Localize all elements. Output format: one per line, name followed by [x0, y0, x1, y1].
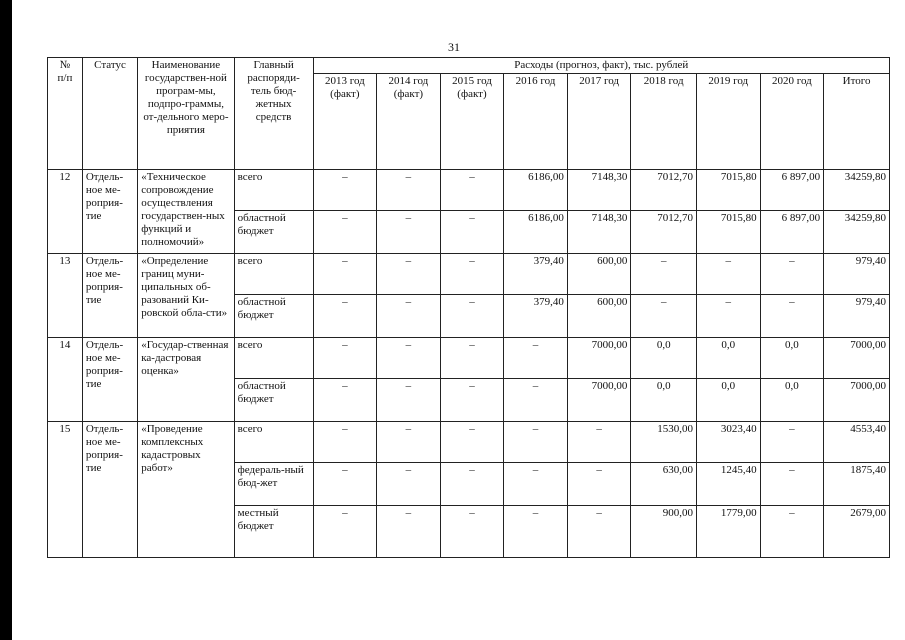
- value-cell: –: [313, 422, 377, 463]
- row-status: Отдель-ное ме-роприя-тие: [82, 254, 137, 338]
- value-cell: 979,40: [824, 295, 890, 338]
- value-cell: 7148,30: [567, 211, 631, 254]
- value-cell: 7000,00: [567, 379, 631, 422]
- header-row-1: [48, 58, 890, 74]
- value-cell: 0,0: [631, 379, 697, 422]
- value-cell: –: [440, 506, 504, 558]
- table-row: [48, 170, 890, 211]
- row-status: Отдель-ное ме-роприя-тие: [82, 170, 137, 254]
- row-name: «Государ-ственная ка-дастровая оценка»: [138, 338, 234, 422]
- value-cell: 1530,00: [631, 422, 697, 463]
- value-cell: –: [377, 211, 441, 254]
- value-cell: –: [377, 506, 441, 558]
- row-source: федераль-ный бюд-жет: [234, 463, 313, 506]
- value-cell: –: [377, 338, 441, 379]
- row-no: 15: [48, 422, 83, 558]
- value-cell: –: [440, 254, 504, 295]
- value-cell: 34259,80: [824, 170, 890, 211]
- row-source: областной бюджет: [234, 379, 313, 422]
- value-cell: 979,40: [824, 254, 890, 295]
- row-source: всего: [234, 338, 313, 379]
- table-row: [48, 254, 890, 295]
- value-cell: 7015,80: [697, 170, 761, 211]
- value-cell: 7000,00: [567, 338, 631, 379]
- row-status: Отдель-ное ме-роприя-тие: [82, 422, 137, 558]
- table-row: [48, 422, 890, 463]
- value-cell: –: [504, 463, 568, 506]
- header-year: 2017 год: [567, 74, 631, 170]
- value-cell: –: [697, 254, 761, 295]
- value-cell: –: [377, 379, 441, 422]
- row-no: 14: [48, 338, 83, 422]
- value-cell: –: [697, 295, 761, 338]
- value-cell: 1875,40: [824, 463, 890, 506]
- row-source: всего: [234, 254, 313, 295]
- value-cell: 0,0: [760, 338, 824, 379]
- value-cell: –: [760, 506, 824, 558]
- row-source: областной бюджет: [234, 295, 313, 338]
- value-cell: –: [313, 379, 377, 422]
- value-cell: 1245,40: [697, 463, 761, 506]
- value-cell: 2679,00: [824, 506, 890, 558]
- page-number: 31: [448, 40, 460, 54]
- row-name: «Техническое сопровождение осуществления государствен-ных функций и полномочий»: [138, 170, 234, 254]
- value-cell: 7012,70: [631, 211, 697, 254]
- value-cell: –: [440, 379, 504, 422]
- value-cell: 0,0: [631, 338, 697, 379]
- value-cell: –: [504, 422, 568, 463]
- value-cell: –: [313, 211, 377, 254]
- row-source: областной бюджет: [234, 211, 313, 254]
- scan-edge-bar: [0, 0, 12, 640]
- value-cell: –: [567, 463, 631, 506]
- value-cell: 0,0: [760, 379, 824, 422]
- value-cell: –: [440, 295, 504, 338]
- value-cell: –: [631, 295, 697, 338]
- value-cell: –: [377, 254, 441, 295]
- row-source: всего: [234, 170, 313, 211]
- value-cell: 0,0: [697, 379, 761, 422]
- value-cell: 379,40: [504, 254, 568, 295]
- value-cell: –: [631, 254, 697, 295]
- value-cell: –: [567, 422, 631, 463]
- budget-table: [47, 57, 890, 558]
- header-year: 2013 год (факт): [313, 74, 377, 170]
- value-cell: 7148,30: [567, 170, 631, 211]
- value-cell: 900,00: [631, 506, 697, 558]
- header-year: 2015 год (факт): [440, 74, 504, 170]
- value-cell: –: [504, 379, 568, 422]
- header-no: № п/п: [48, 58, 83, 170]
- header-name: Наименование государствен-ной програм-мы, подпро-граммы, от-дельного меро-приятия: [138, 58, 234, 170]
- row-name: «Определение границ муни-ципальных об-разований Ки-ровской обла-сти»: [138, 254, 234, 338]
- row-source: всего: [234, 422, 313, 463]
- value-cell: 6186,00: [504, 170, 568, 211]
- value-cell: –: [440, 422, 504, 463]
- value-cell: 6186,00: [504, 211, 568, 254]
- header-status: Статус: [82, 58, 137, 170]
- value-cell: –: [377, 463, 441, 506]
- value-cell: 0,0: [697, 338, 761, 379]
- value-cell: 7015,80: [697, 211, 761, 254]
- value-cell: –: [377, 422, 441, 463]
- header-year: 2020 год: [760, 74, 824, 170]
- value-cell: –: [313, 254, 377, 295]
- value-cell: –: [760, 422, 824, 463]
- value-cell: –: [567, 506, 631, 558]
- header-expenses-title: Расходы (прогноз, факт), тыс. рублей: [313, 58, 889, 74]
- value-cell: –: [313, 295, 377, 338]
- table-row: [48, 338, 890, 379]
- value-cell: –: [440, 170, 504, 211]
- value-cell: –: [377, 170, 441, 211]
- value-cell: 7000,00: [824, 379, 890, 422]
- value-cell: –: [440, 338, 504, 379]
- row-name: «Проведение комплексных кадастровых работ»: [138, 422, 234, 558]
- value-cell: 3023,40: [697, 422, 761, 463]
- row-no: 12: [48, 170, 83, 254]
- value-cell: 1779,00: [697, 506, 761, 558]
- value-cell: 4553,40: [824, 422, 890, 463]
- header-total: Итого: [824, 74, 890, 170]
- value-cell: –: [313, 506, 377, 558]
- header-year: 2018 год: [631, 74, 697, 170]
- header-manager: Главный распоряди-тель бюд-жетных средств: [234, 58, 313, 170]
- header-year: 2019 год: [697, 74, 761, 170]
- value-cell: –: [313, 463, 377, 506]
- value-cell: 7000,00: [824, 338, 890, 379]
- value-cell: –: [440, 211, 504, 254]
- value-cell: 7012,70: [631, 170, 697, 211]
- value-cell: 6 897,00: [760, 170, 824, 211]
- value-cell: –: [504, 338, 568, 379]
- row-no: 13: [48, 254, 83, 338]
- row-source: местный бюджет: [234, 506, 313, 558]
- value-cell: –: [313, 170, 377, 211]
- value-cell: 379,40: [504, 295, 568, 338]
- header-year: 2016 год: [504, 74, 568, 170]
- value-cell: 34259,80: [824, 211, 890, 254]
- value-cell: –: [377, 295, 441, 338]
- value-cell: 6 897,00: [760, 211, 824, 254]
- value-cell: 630,00: [631, 463, 697, 506]
- row-status: Отдель-ное ме-роприя-тие: [82, 338, 137, 422]
- value-cell: –: [760, 254, 824, 295]
- value-cell: –: [440, 463, 504, 506]
- value-cell: –: [504, 506, 568, 558]
- value-cell: –: [760, 463, 824, 506]
- value-cell: 600,00: [567, 254, 631, 295]
- value-cell: –: [313, 338, 377, 379]
- value-cell: –: [760, 295, 824, 338]
- value-cell: 600,00: [567, 295, 631, 338]
- header-year: 2014 год (факт): [377, 74, 441, 170]
